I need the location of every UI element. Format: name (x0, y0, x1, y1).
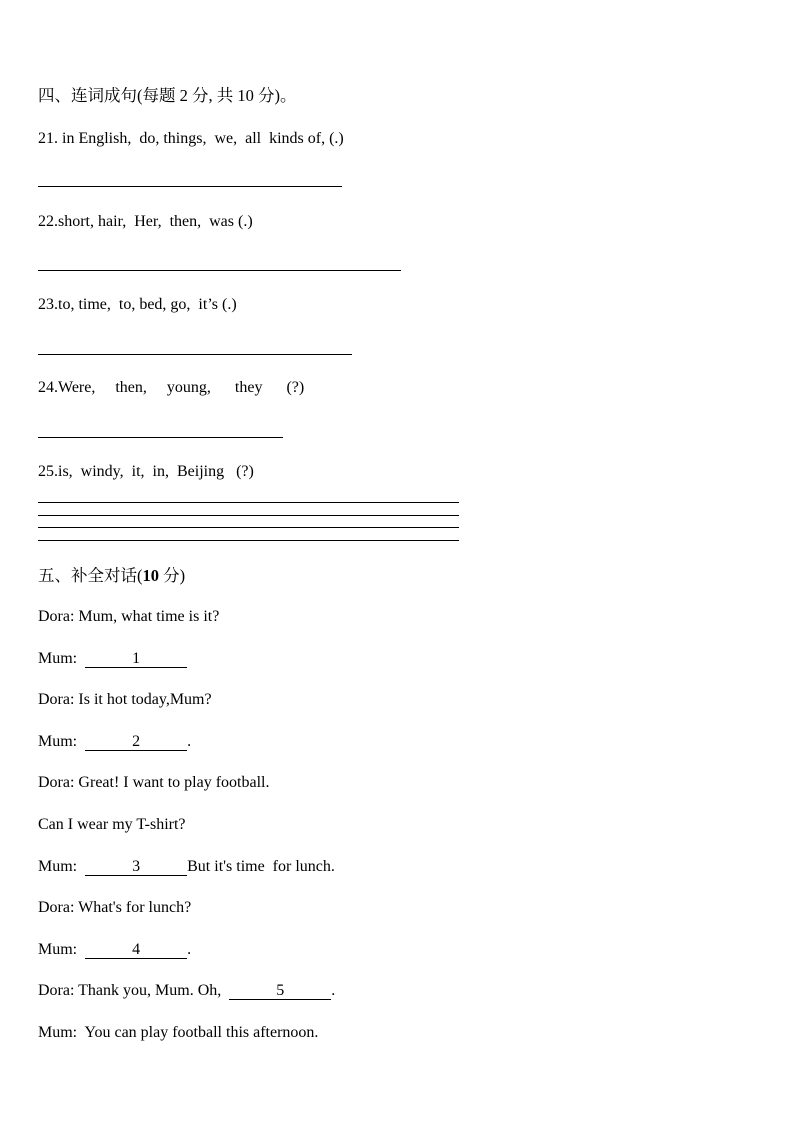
speaker-mum: Mum: (38, 650, 86, 667)
section-5-title (38, 566, 185, 586)
speaker-mum: Mum: (38, 733, 86, 750)
answer-line-21[interactable] (38, 186, 342, 187)
answer-line-25b[interactable] (38, 515, 459, 516)
blank-1[interactable]: 1 (85, 650, 187, 668)
section-4-title: 四、连词成句(每题 2 分, 共 10 分)。 (38, 86, 297, 105)
dialogue-line-1: Dora: Mum, what time is it? (38, 608, 220, 625)
line-end-punctuation: . (187, 733, 192, 750)
answer-line-22[interactable] (38, 270, 401, 271)
blank-2[interactable]: 2 (85, 733, 187, 751)
dialogue-line-7-continuation: But it's time for lunch. (187, 858, 335, 875)
answer-line-25a[interactable] (38, 502, 459, 503)
dialogue-line-6: Can I wear my T-shirt? (38, 816, 186, 833)
dialogue-line-10-text: Dora: Thank you, Mum. Oh, (38, 982, 230, 999)
answer-line-23[interactable] (38, 354, 352, 355)
answer-line-25c[interactable] (38, 527, 459, 528)
section-5-title-prefix: 五、补全对话( (38, 566, 143, 585)
blank-5[interactable]: 5 (229, 982, 331, 1000)
dialogue-line-11: Mum: You can play football this afternoon. (38, 1024, 319, 1041)
question-24: 24.Were, then, young, they (?) (38, 379, 305, 396)
dialogue-line-3: Dora: Is it hot today,Mum? (38, 691, 212, 708)
blank-4[interactable]: 4 (85, 941, 187, 959)
blank-3[interactable]: 3 (85, 858, 187, 876)
speaker-mum: Mum: (38, 858, 86, 875)
dialogue-line-8: Dora: What's for lunch? (38, 899, 192, 916)
question-23: 23.to, time, to, bed, go, it’s (.) (38, 296, 237, 313)
question-21: 21. in English, do, things, we, all kinds of, (.) (38, 130, 344, 147)
dialogue-line-10 (38, 981, 335, 1001)
section-5-title-suffix: 分) (159, 566, 186, 585)
dialogue-line-9 (38, 940, 191, 960)
question-22: 22.short, hair, Her, then, was (.) (38, 213, 253, 230)
answer-line-24[interactable] (38, 437, 283, 438)
line-end-punctuation: . (331, 982, 336, 999)
question-25: 25.is, windy, it, in, Beijing (?) (38, 463, 254, 480)
line-end-punctuation: . (187, 941, 192, 958)
dialogue-line-4 (38, 732, 191, 752)
dialogue-line-2 (38, 649, 187, 669)
dialogue-line-7 (38, 857, 335, 877)
section-5-title-points: 10 (142, 566, 159, 585)
dialogue-line-5: Dora: Great! I want to play football. (38, 774, 270, 791)
answer-line-25d[interactable] (38, 540, 459, 541)
speaker-mum: Mum: (38, 941, 86, 958)
